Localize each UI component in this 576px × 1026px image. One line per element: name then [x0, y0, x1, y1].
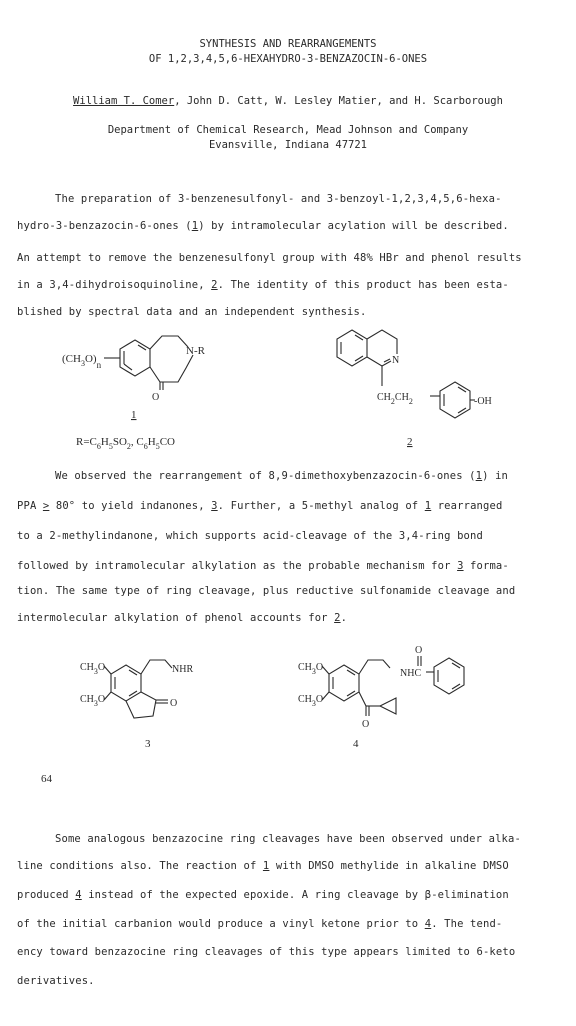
text: followed by intramolecular alkylation as the probable mechanism for: [17, 560, 458, 572]
para3-line: Some analogous benzazocine ring cleavages have been observed under alka-: [55, 833, 521, 845]
structure-3: [104, 660, 172, 718]
c3-nhr: NHR: [172, 664, 194, 675]
para3-line: ency toward benzazocine ring cleavages of this type appears limited to 6-keto: [17, 946, 516, 958]
para2-line: to a 2-methylindanone, which supports acid-cleavage of the 3,4-ring bond: [17, 530, 483, 542]
structure-4: [322, 656, 464, 716]
c4-ketone-o: O: [362, 719, 370, 730]
r-definition: $R=C_6H_5SO_2$, $C_6H_5CO$: [76, 436, 175, 451]
text: PPA: [17, 500, 43, 512]
para3-line: derivatives.: [17, 975, 95, 987]
text: . Further, a 5-methyl analog of: [217, 500, 425, 512]
text: in a 3,4-dihydroisoquinoline,: [17, 279, 212, 291]
nr-group: N-R: [186, 345, 205, 357]
para2-line: [17, 500, 502, 512]
methoxy-sub: $(CH_3O)_n$: [62, 353, 102, 370]
text: rearranged: [431, 500, 503, 512]
compound-ref: 1: [475, 470, 483, 482]
para3-line: [17, 860, 509, 872]
text: line conditions also. The reaction of: [17, 860, 263, 872]
text: ) in: [482, 470, 509, 482]
para2-line: [17, 560, 509, 572]
structure-2: [337, 330, 475, 418]
c4-methoxy-top: $CH_3O$: [298, 662, 324, 676]
text: . The identity of this product has been esta-: [217, 279, 509, 291]
figure-2: [0, 640, 576, 760]
compound-ref: 4: [75, 889, 82, 901]
label-4: 4: [353, 738, 359, 750]
carbonyl-o: O: [152, 392, 160, 403]
first-author: William T. Comer: [73, 95, 175, 107]
c4-methoxy-bottom: $CH_3O$: [298, 694, 324, 708]
text: 80° to yield indanones,: [49, 500, 212, 512]
text: ) by intramolecular acylation will be described.: [198, 220, 509, 232]
para1-line: [17, 220, 509, 232]
compound-ref: 3: [211, 500, 218, 512]
c4-amide-o: O: [415, 645, 423, 656]
label-3: 3: [145, 738, 151, 750]
compound-ref: 1: [424, 500, 432, 512]
compound-ref: 3: [457, 560, 464, 572]
title-line-2: OF 1,2,3,4,5,6-HEXAHYDRO-3-BENZAZOCIN-6-ONES: [148, 53, 428, 65]
compound-ref: 4: [424, 918, 432, 930]
text: produced: [17, 889, 76, 901]
label-1: 1: [131, 409, 137, 421]
text: instead of the expected epoxide. A ring cleavage by β-elimination: [81, 889, 509, 901]
text: . The tend-: [431, 918, 503, 930]
compound-ref: 1: [191, 220, 199, 232]
page-number: 64: [41, 773, 52, 785]
compound-ref: 1: [262, 860, 270, 872]
text: .: [340, 612, 348, 624]
hydroxyl: -OH: [474, 396, 492, 407]
para1-line: An attempt to remove the benzenesulfonyl group with 48% HBr and phenol results: [17, 252, 522, 264]
para1-line: The preparation of 3-benzenesulfonyl- and 3-benzoyl-1,2,3,4,5,6-hexa-: [55, 193, 502, 205]
text: hydro-3-benzazocin-6-ones (: [17, 220, 192, 232]
para2-line: [55, 470, 508, 482]
para1-line: [17, 279, 509, 291]
label-2: 2: [407, 436, 413, 448]
ge-symbol: >: [42, 500, 50, 512]
affiliation-line-2: Evansville, Indiana 47721: [208, 139, 368, 151]
title-line-1: SYNTHESIS AND REARRANGEMENTS: [199, 38, 377, 50]
c3-methoxy-bottom: $CH_3O$: [80, 694, 106, 708]
structure-1: [104, 336, 193, 390]
text: intermolecular alkylation of phenol accounts for: [17, 612, 335, 624]
affiliation-line-1: Department of Chemical Research, Mead Johnson and Company: [107, 124, 469, 136]
text: of the initial carbanion would produce a vinyl ketone prior to: [17, 918, 425, 930]
figure-1: [0, 320, 576, 455]
text: forma-: [463, 560, 509, 572]
compound-ref: 2: [211, 279, 218, 291]
other-authors: , John D. Catt, W. Lesley Matier, and H. Scarborough: [174, 95, 503, 107]
para2-line: [17, 612, 347, 624]
compound-ref: 2: [334, 612, 341, 624]
c3-carbonyl-o: O: [170, 698, 178, 709]
para3-line: [17, 889, 509, 901]
authors: [0, 95, 576, 107]
c4-nhc: NHC: [400, 668, 422, 679]
text: with DMSO methylide in alkaline DMSO: [269, 860, 509, 872]
ethyl-linker: $CH_2CH_2$: [377, 392, 413, 406]
c3-methoxy-top: $CH_3O$: [80, 662, 106, 676]
para1-line: blished by spectral data and an independent synthesis.: [17, 306, 367, 318]
para2-line: tion. The same type of ring cleavage, plus reductive sulfonamide cleavage and: [17, 585, 516, 597]
text: We observed the rearrangement of 8,9-dimethoxybenzazocin-6-ones (: [55, 470, 476, 482]
para3-line: [17, 918, 502, 930]
ring-n: N: [392, 355, 400, 366]
